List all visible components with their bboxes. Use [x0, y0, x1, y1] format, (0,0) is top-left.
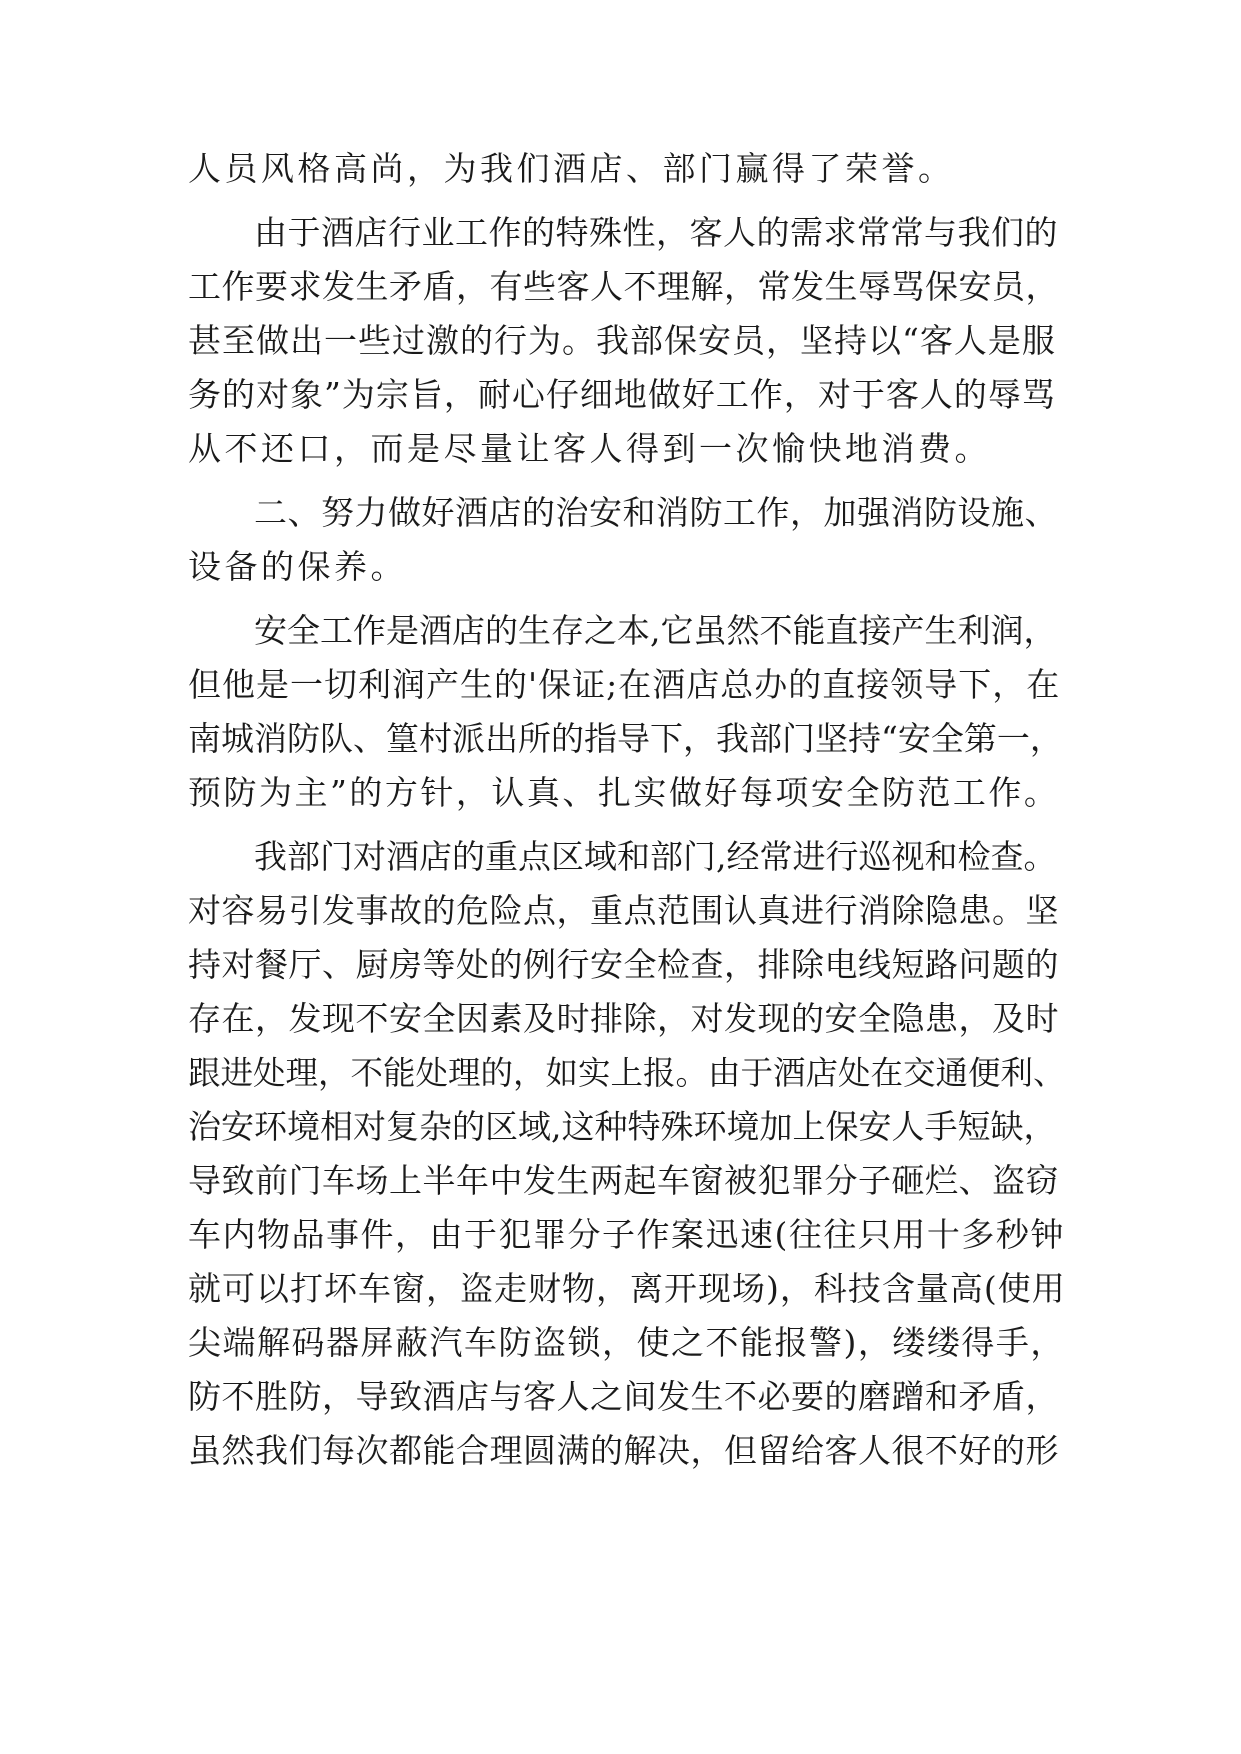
text-line: 人员风格高尚，为我们酒店、部门赢得了荣誉。 [188, 149, 955, 188]
text-line: 甚至做出一些过激的行为。我部保安员，坚持以“客人是服 [188, 321, 1056, 360]
text-line: 虽然我们每次都能合理圆满的解决，但留给客人很不好的形 [188, 1431, 1059, 1470]
text-line: 但他是一切利润产生的'保证;在酒店总办的直接领导下，在 [188, 665, 1061, 704]
text-line: 我部门对酒店的重点区域和部门,经常进行巡视和检查。 [254, 837, 1057, 876]
text-line: 尖端解码器屏蔽汽车防盗锁，使之不能报警)，缕缕得手， [188, 1323, 1065, 1362]
text-line: 导致前门车场上半年中发生两起车窗被犯罪分子砸烂、盗窃 [188, 1161, 1059, 1200]
text-line: 防不胜防，导致酒店与客人之间发生不必要的磨蹭和矛盾， [188, 1377, 1059, 1416]
text-line: 存在，发现不安全因素及时排除，对发现的安全隐患，及时 [188, 999, 1059, 1038]
text-line: 预防为主”的方针，认真、扎实做好每项安全防范工作。 [188, 773, 1060, 812]
text-line: 安全工作是酒店的生存之本,它虽然不能直接产生利润， [254, 611, 1057, 650]
text-line: 南城消防队、篁村派出所的指导下，我部门坚持“安全第一， [188, 719, 1063, 758]
text-line: 对容易引发事故的危险点，重点范围认真进行消除隐患。坚 [188, 891, 1059, 930]
text-line: 就可以打坏车窗，盗走财物，离开现场)，科技含量高(使用 [188, 1269, 1066, 1308]
text-line: 设备的保养。 [188, 547, 407, 586]
text-line: 工作要求发生矛盾，有些客人不理解，常发生辱骂保安员， [188, 267, 1059, 306]
text-line: 治安环境相对复杂的区域,这种特殊环境加上保安人手短缺， [188, 1107, 1057, 1146]
text-line: 务的对象”为宗旨，耐心仔细地做好工作，对于客人的辱骂 [188, 375, 1056, 414]
text-line: 二、努力做好酒店的治安和消防工作，加强消防设施、 [254, 493, 1058, 532]
text-line: 从不还口，而是尽量让客人得到一次愉快地消费。 [188, 429, 991, 468]
text-line: 由于酒店行业工作的特殊性，客人的需求常常与我们的 [254, 213, 1058, 252]
text-line: 车内物品事件，由于犯罪分子作案迅速(往往只用十多秒钟 [188, 1215, 1065, 1254]
text-line: 持对餐厅、厨房等处的例行安全检查，排除电线短路问题的 [188, 945, 1059, 984]
text-line: 跟进处理，不能处理的，如实上报。由于酒店处在交通便利、 [188, 1054, 1066, 1092]
